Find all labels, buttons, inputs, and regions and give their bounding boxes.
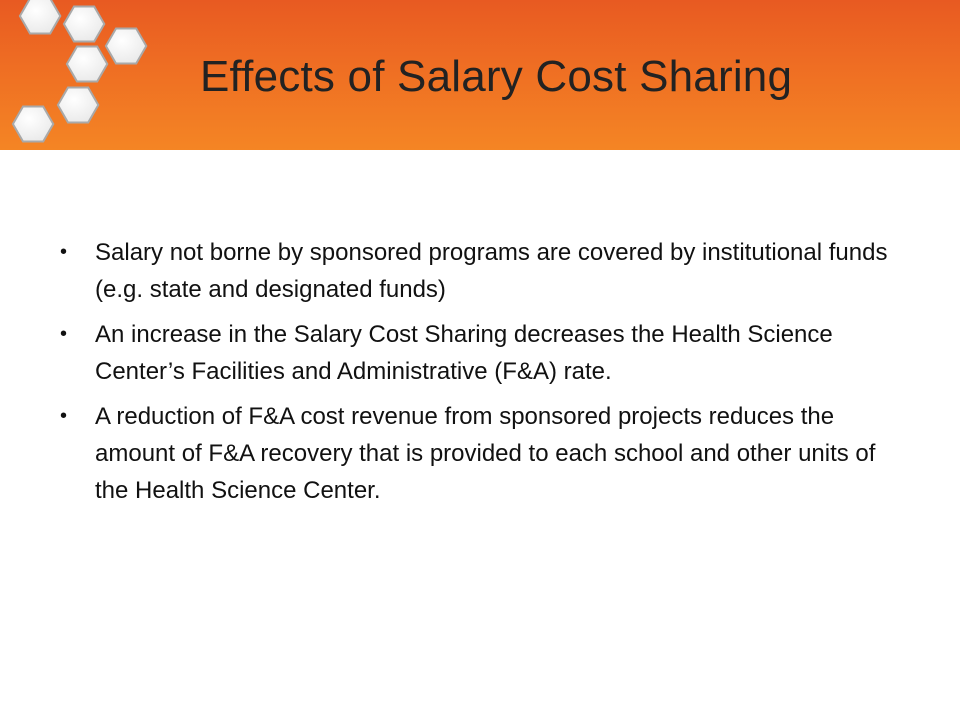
bullet-text: A reduction of F&A cost revenue from sponsored projects reduces the amount of F&A recovery that is provided to each school and other units of the Health Science Center. bbox=[95, 403, 876, 504]
bullet-list bbox=[60, 234, 890, 517]
header-band bbox=[0, 0, 960, 150]
slide-title: Effects of Salary Cost Sharing bbox=[200, 52, 793, 101]
bullet-text: Salary not borne by sponsored programs are covered by institutional funds (e.g. state and designated funds) bbox=[95, 239, 888, 303]
hexagon-shape bbox=[106, 29, 146, 64]
bullet-item bbox=[60, 398, 890, 509]
hexagon-cluster-icon bbox=[0, 0, 170, 150]
bullet-icon: • bbox=[60, 323, 68, 345]
hexagon-shape bbox=[67, 47, 107, 82]
hexagon-shape bbox=[58, 88, 98, 123]
bullet-item bbox=[60, 316, 890, 390]
bullet-icon: • bbox=[60, 241, 68, 263]
bullet-text: An increase in the Salary Cost Sharing decreases the Health Science Center’s Facilities and Administrative (F&A) rate. bbox=[95, 321, 833, 385]
hexagon-shape bbox=[13, 107, 53, 142]
bullet-icon: • bbox=[60, 405, 68, 427]
bullet-item bbox=[60, 234, 890, 308]
hexagon-shape bbox=[20, 0, 60, 34]
hexagon-shape bbox=[64, 7, 104, 42]
